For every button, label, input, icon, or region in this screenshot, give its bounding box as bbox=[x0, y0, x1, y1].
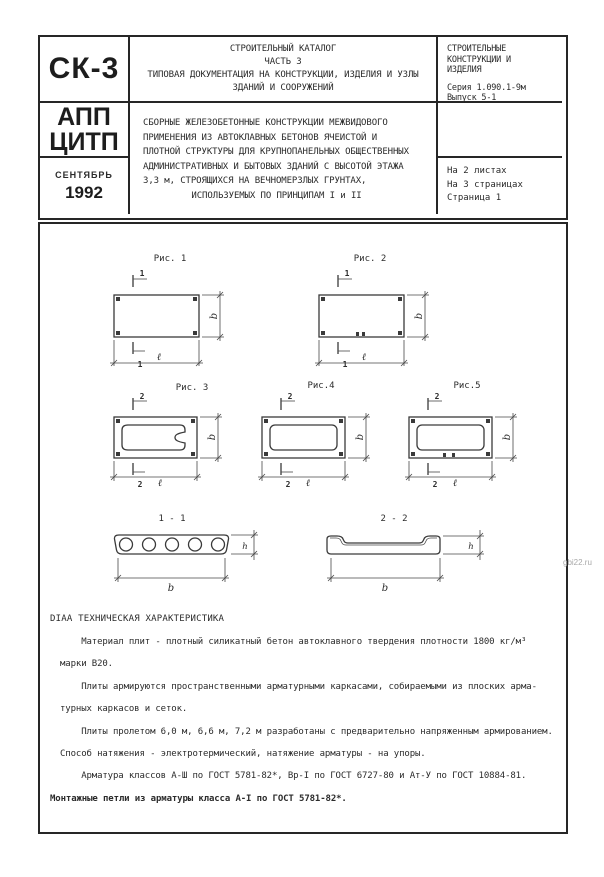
subject-line: СБОРНЫЕ ЖЕЛЕЗОБЕТОННЫЕ КОНСТРУКЦИИ МЕЖВИДОВОГО bbox=[143, 118, 388, 128]
cut-mark-label: 2 bbox=[137, 480, 143, 489]
title-block-table bbox=[38, 35, 568, 220]
date-cell bbox=[40, 158, 130, 214]
publisher-cell bbox=[40, 103, 130, 158]
dim-length-label: ℓ bbox=[361, 352, 367, 363]
section-1-1-label: 1 - 1 bbox=[158, 514, 186, 524]
content-frame bbox=[38, 222, 568, 834]
subject-line: ПРИМЕНЕНИЯ ИЗ АВТОКЛАВНЫХ БЕТОНОВ ЯЧЕИСТОЙ И bbox=[143, 132, 378, 143]
subject-line: ИСПОЛЬЗУЕМЫХ ПО ПРИНЦИПАМ I и II bbox=[191, 190, 362, 201]
cut-mark-label: 2 bbox=[285, 480, 291, 489]
subject-line: АДМИНИСТРАТИВНЫХ И БЫТОВЫХ ЗДАНИЙ С ВЫСОТОЙ ЭТАЖА bbox=[143, 161, 404, 172]
cut-mark-label: 1 bbox=[139, 269, 145, 278]
dim-length-label: ℓ bbox=[157, 478, 163, 489]
figure-1-plan bbox=[110, 254, 224, 369]
figure-3-label: Рис. 3 bbox=[175, 383, 209, 393]
cut-mark-label: 2 bbox=[434, 392, 440, 401]
subject-line: 3,3 м, СТРОЯЩИХСЯ НА ВЕЧНОМЕРЗЛЫХ ГРУНТАХ, bbox=[143, 176, 367, 186]
tech-text-line: Плиты пролетом 6,0 м, 6,6 м, 7,2 м разработаны с предварительно напряженным армированием. bbox=[60, 726, 553, 737]
catalog-code: СК-3 bbox=[48, 52, 120, 85]
tech-text-line: турных каркасов и сеток. bbox=[60, 704, 188, 715]
cut-mark-label: 1 bbox=[344, 269, 350, 278]
figure-5-label: Рис.5 bbox=[453, 381, 481, 391]
dim-length-label: ℓ bbox=[305, 478, 311, 489]
section-2-2-label: 2 - 2 bbox=[380, 514, 408, 524]
figures-drawing bbox=[40, 224, 566, 609]
tech-heading: DIAA ТЕХНИЧЕСКАЯ ХАРАКТЕРИСТИКА bbox=[50, 614, 225, 624]
pagination-line: На 3 страницах bbox=[447, 179, 523, 190]
figure-3-plan bbox=[110, 383, 222, 489]
catalog-title-cell bbox=[130, 37, 438, 103]
figure-2-plan bbox=[315, 254, 429, 369]
classification-cell bbox=[438, 37, 562, 103]
subject-line: ПЛОТНОЙ СТРУКТУРЫ ДЛЯ КРУПНОПАНЕЛЬНЫХ ОБЩЕСТВЕННЫХ bbox=[143, 147, 409, 157]
site-watermark: gbi22.ru bbox=[563, 558, 592, 567]
catalog-code-cell bbox=[40, 37, 130, 103]
classification-line: СТРОИТЕЛЬНЫЕ bbox=[447, 44, 507, 54]
dim-height-label: h bbox=[468, 542, 474, 552]
cut-mark-label: 2 bbox=[432, 480, 438, 489]
dim-height-label: h bbox=[242, 542, 248, 552]
figure-5-plan bbox=[405, 381, 517, 489]
tech-text-line: Способ натяжения - электротермический, натяжение арматуры - на упоры. bbox=[60, 749, 426, 760]
catalog-title-line: ЧАСТЬ 3 bbox=[264, 57, 302, 67]
figure-1-label: Рис. 1 bbox=[153, 254, 187, 264]
publisher-line: ЦИТП bbox=[49, 127, 119, 156]
empty-cell bbox=[438, 103, 562, 158]
dim-width-label: b bbox=[209, 312, 220, 320]
issue-year: 1992 bbox=[65, 182, 103, 202]
section-1-1 bbox=[114, 514, 258, 594]
tech-text-line: Арматура классов А-Ш по ГОСТ 5781-82*, Вр-I по ГОСТ 6727-80 и Ат-У по ГОСТ 10884-81. bbox=[60, 771, 527, 782]
subject-cell bbox=[130, 103, 438, 214]
dim-width-label: b bbox=[207, 433, 218, 441]
classification-line: КОНСТРУКЦИИ И bbox=[447, 54, 511, 65]
tech-text-line: Плиты армируются пространственными арматурными каркасами, собираемыми из плоских арма- bbox=[60, 681, 537, 692]
cut-mark-label: 2 bbox=[287, 392, 293, 401]
issue-label: Выпуск 5-1 bbox=[447, 93, 497, 103]
dim-width-label: b bbox=[414, 312, 425, 320]
tech-text-line-bold: Монтажные петли из арматуры класса А-I по ГОСТ 5781-82*. bbox=[50, 793, 347, 804]
cut-mark-label: 1 bbox=[342, 360, 348, 369]
tech-text-line: Материал плит - плотный силикатный бетон автоклавного твердения плотности 1800 кг/м³ bbox=[60, 637, 527, 647]
section-2-2 bbox=[327, 514, 484, 594]
figure-4-label: Рис.4 bbox=[307, 381, 335, 391]
pagination-line: На 2 листах bbox=[447, 166, 507, 176]
figure-2-label: Рис. 2 bbox=[353, 254, 387, 264]
cut-mark-label: 2 bbox=[139, 392, 145, 401]
series-label: Серия 1.090.1-9м bbox=[447, 82, 526, 93]
dim-width-label: b bbox=[381, 583, 389, 594]
cut-mark-label: 1 bbox=[137, 360, 143, 369]
dim-length-label: ℓ bbox=[452, 478, 458, 489]
catalog-title-line: ТИПОВАЯ ДОКУМЕНТАЦИЯ НА КОНСТРУКЦИИ, ИЗДЕЛИЯ И УЗЛЫ bbox=[147, 70, 419, 80]
technical-characteristics bbox=[50, 609, 558, 810]
dim-width-label: b bbox=[167, 583, 175, 594]
issue-month: СЕНТЯБРЬ bbox=[55, 169, 113, 180]
tech-text-line: марки В20. bbox=[60, 659, 113, 670]
pagination-line: Страница 1 bbox=[447, 193, 502, 203]
catalog-title-line: СТРОИТЕЛЬНЫЙ КАТАЛОГ bbox=[229, 44, 337, 54]
publisher-line: АПП bbox=[57, 102, 111, 131]
pagination-cell bbox=[438, 158, 562, 214]
dim-width-label: b bbox=[502, 433, 513, 441]
classification-line: ИЗДЕЛИЯ bbox=[447, 65, 482, 75]
dim-width-label: b bbox=[355, 433, 366, 441]
figure-4-plan bbox=[258, 381, 370, 489]
dim-length-label: ℓ bbox=[156, 352, 162, 363]
catalog-title-line: ЗДАНИЙ И СООРУЖЕНИЙ bbox=[232, 83, 334, 93]
